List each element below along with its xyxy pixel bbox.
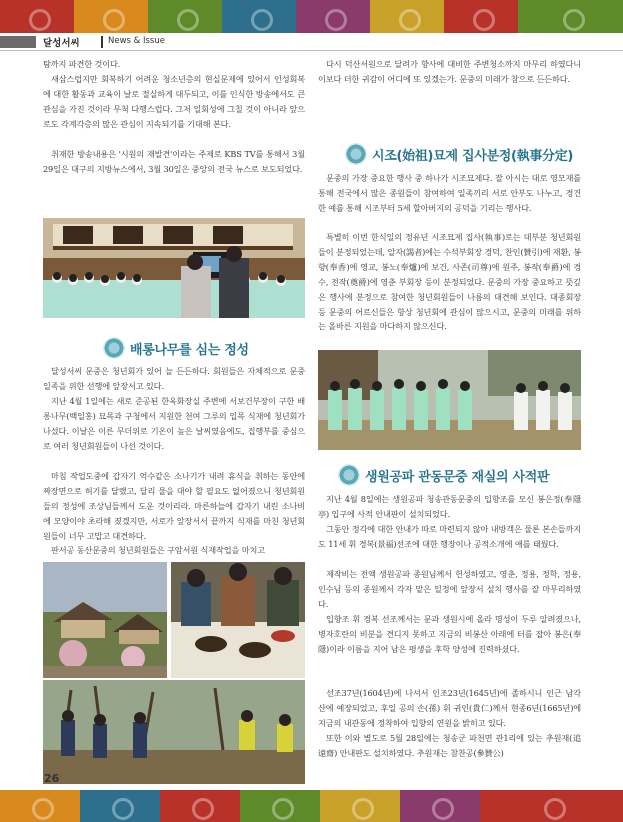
band-tile [222, 0, 296, 33]
band-tile [320, 790, 400, 822]
flower-ornament-icon [345, 143, 367, 165]
article-paragraph: 또한 이와 별도로 5월 28일에는 청송군 파천면 관1리에 있는 추원재(追遠齋) 안내판도 설치하였다. 추원재는 참찬공(參贊公) [318, 733, 581, 758]
page-number: 26 [44, 772, 60, 785]
section-heading-text: 시조(始祖)묘제 집사분정(執事分定) [372, 148, 574, 164]
article-paragraph: 취재한 방송내용은 '시원의 재발견'이라는 주제로 KBS TV를 통해서 3월 29일은 대구의 지방뉴스에서, 3월 30일은 중앙의 전국 뉴스로 보도되었다. [43, 149, 305, 174]
bottom-decorative-band [0, 790, 623, 822]
article-paragraph: 입향조 휘 경복 선조께서는 문과 생원시에 올라 명성이 두루 알려졌으나, 병자호란의 비분을 견디지 못하고 지금의 비봉산 아래에 터를 잡아 봉은(奉隱)이라 이름을 지어 남은 평생을 후학 양성에 진력하셨다. [318, 614, 581, 654]
section-label: News & Issue [108, 36, 165, 46]
band-tile [240, 790, 320, 822]
article-paragraph: 지난 4월 8일에는 생원공파 청송관동문중의 입향조를 모신 봉은정(奉隱亭) 입구에 사적 안내판이 설치되었다. [318, 494, 581, 519]
article-paragraph: 마침 작업도중에 갑자기 억수같은 소나기가 내려 휴식을 취하는 동안에 짜장면으로 허기를 달랬고, 달리 물을 대야 할 필요도 없어졌으니 청년회원들의 정성에 조상님들께서 도운 것이리라. 마른하늘에 갑자기 내린 소나비에 모양이야 초라해 졌겠지만, 서로가 앞장서서 끝까지 식재를 마친 청년회원들이 너무 고맙고 대견하다. [43, 471, 305, 541]
article-paragraph: 그동안 정각에 대한 안내가 따로 마련되지 않아 내방객은 물론 본손들까지도 11세 휘 경복(景福)선조에 대한 행장이나 공적소개에 애를 태웠다. [318, 524, 581, 549]
band-tile [160, 790, 240, 822]
band-tile [0, 0, 74, 33]
photo-lunch-break [171, 562, 305, 678]
section-heading [345, 142, 573, 166]
band-tile [74, 0, 148, 33]
photo-memorial-rite [318, 350, 581, 450]
top-decorative-band [0, 0, 623, 33]
band-tile [370, 0, 444, 33]
page-header [0, 33, 623, 51]
band-tile [480, 790, 623, 822]
article-paragraph: 다시 덕산서원으로 달려가 향사에 대비한 주변청소까지 마무리 하였다니 이보다 더한 귀감이 어디에 또 있겠는가. 문중의 미래가 참으로 든든하다. [318, 59, 581, 84]
band-tile [148, 0, 222, 33]
band-tile [80, 790, 160, 822]
header-mark [0, 36, 36, 48]
article-paragraph: 새삼스럽지만 회복하기 어려운 청소년층의 현실문제에 있어서 인성회복에 대한 활동과 교육이 날로 절실하게 대두되고, 이를 인식한 방송에서도 큰 관심을 가진 것이라 무척 다행스럽다. 그저 일회성에 그칠 것이 아니라 앞으로도 각계각층의 많은 관심이 지속되기를 기대해 본다. [43, 74, 305, 129]
photo-broadcast-filming [43, 218, 305, 318]
section-heading-text: 배롱나무를 심는 정성 [130, 342, 249, 358]
article-paragraph: 특별히 이번 한식일의 정유년 시조묘제 집사(執事)로는 대부분 청년회원들이 분정되었는데, 알자(謁者)에는 수석부회장 경덕, 찬인(贊引)에 재환, 봉향(奉香)에 영교, 봉노(奉爐)에 보건, 사존(司尊)에 원주, 봉작(奉爵)에 경수, 전작(奠爵)에 영춘 부회장 등이 분정되었다. 문중의 가장 중요하고 뜻깊은 행사에 분정으로 참여한 청년회원들이 나름의 대견해 보인다. 대종회장 등 문중의 어르신들은 항상 청년회에 관심이 많으시고, 문중의 미래를 위하는 올바른 지원을 마다하지 않으신다. [318, 232, 581, 332]
band-tile [296, 0, 370, 33]
section-heading-text: 생원공파 관동문중 재실의 사적판 [365, 469, 550, 485]
article-paragraph: 제작비는 전액 생원공파 종원님께서 헌성하였고, 영춘, 정용, 정학, 정용, 인수님 등의 종원께서 각자 맡은 일정에 앞장서 설치 행사를 잘 마무리하였다. [318, 569, 581, 609]
photo-seowon-grounds [43, 562, 167, 678]
band-tile [400, 790, 480, 822]
article-paragraph: 지난 4월 1일에는 새로 준공된 한옥화장실 주변에 서보건부장이 구한 배롱나무(백일홍) 묘목과 구청에서 지원한 천여 그루의 입목 식재에 청년회가 나섰다. 이날은 이른 무더위로 기온이 높은 날씨였음에도, 집행부를 중심으로 여러 청년회원들이 나선 것이다. [43, 396, 305, 451]
section-heading [338, 463, 549, 487]
article-paragraph: 달성서씨 문중은 청년회가 있어 늘 든든하다. 회원들은 자체적으로 문중일족을 위한 선행에 앞장서고 있다. [43, 366, 305, 391]
band-tile [518, 0, 623, 33]
article-paragraph: 판서공 동산문중의 청년회원들은 구암서원 식재작업을 마치고 [51, 545, 266, 555]
photo-tree-planting [43, 680, 305, 784]
magazine-name: 달성서씨 [43, 38, 80, 49]
flower-ornament-icon [103, 337, 125, 359]
band-tile [0, 790, 80, 822]
article-paragraph: 선조37년(1604년)에 나셔서 인조23년(1645년)에 졸하시니 인근 남각산에 예장되었고, 후일 공의 손(孫) 휘 귀인(貴仁)께서 현종6년(1665년)에 지금의 내관동에 정착하여 입향의 연원을 밝히고 있다. [318, 688, 581, 728]
flower-ornament-icon [338, 464, 360, 486]
band-tile [444, 0, 518, 33]
header-rule [0, 50, 623, 51]
section-heading [103, 336, 249, 360]
header-separator [101, 36, 103, 48]
intro-paragraph: 탐까지 파견한 것이다. [43, 59, 121, 69]
article-paragraph: 문중의 가장 중요한 행사 중 하나가 시조묘제다. 잘 아시는 대로 영모재를 통해 전국에서 많은 종원들이 참여하여 일족끼리 서로 안부도 나누고, 경건한 예를 통해 시조부터 5세 할아버지의 공덕을 기리는 행사다. [318, 173, 581, 213]
